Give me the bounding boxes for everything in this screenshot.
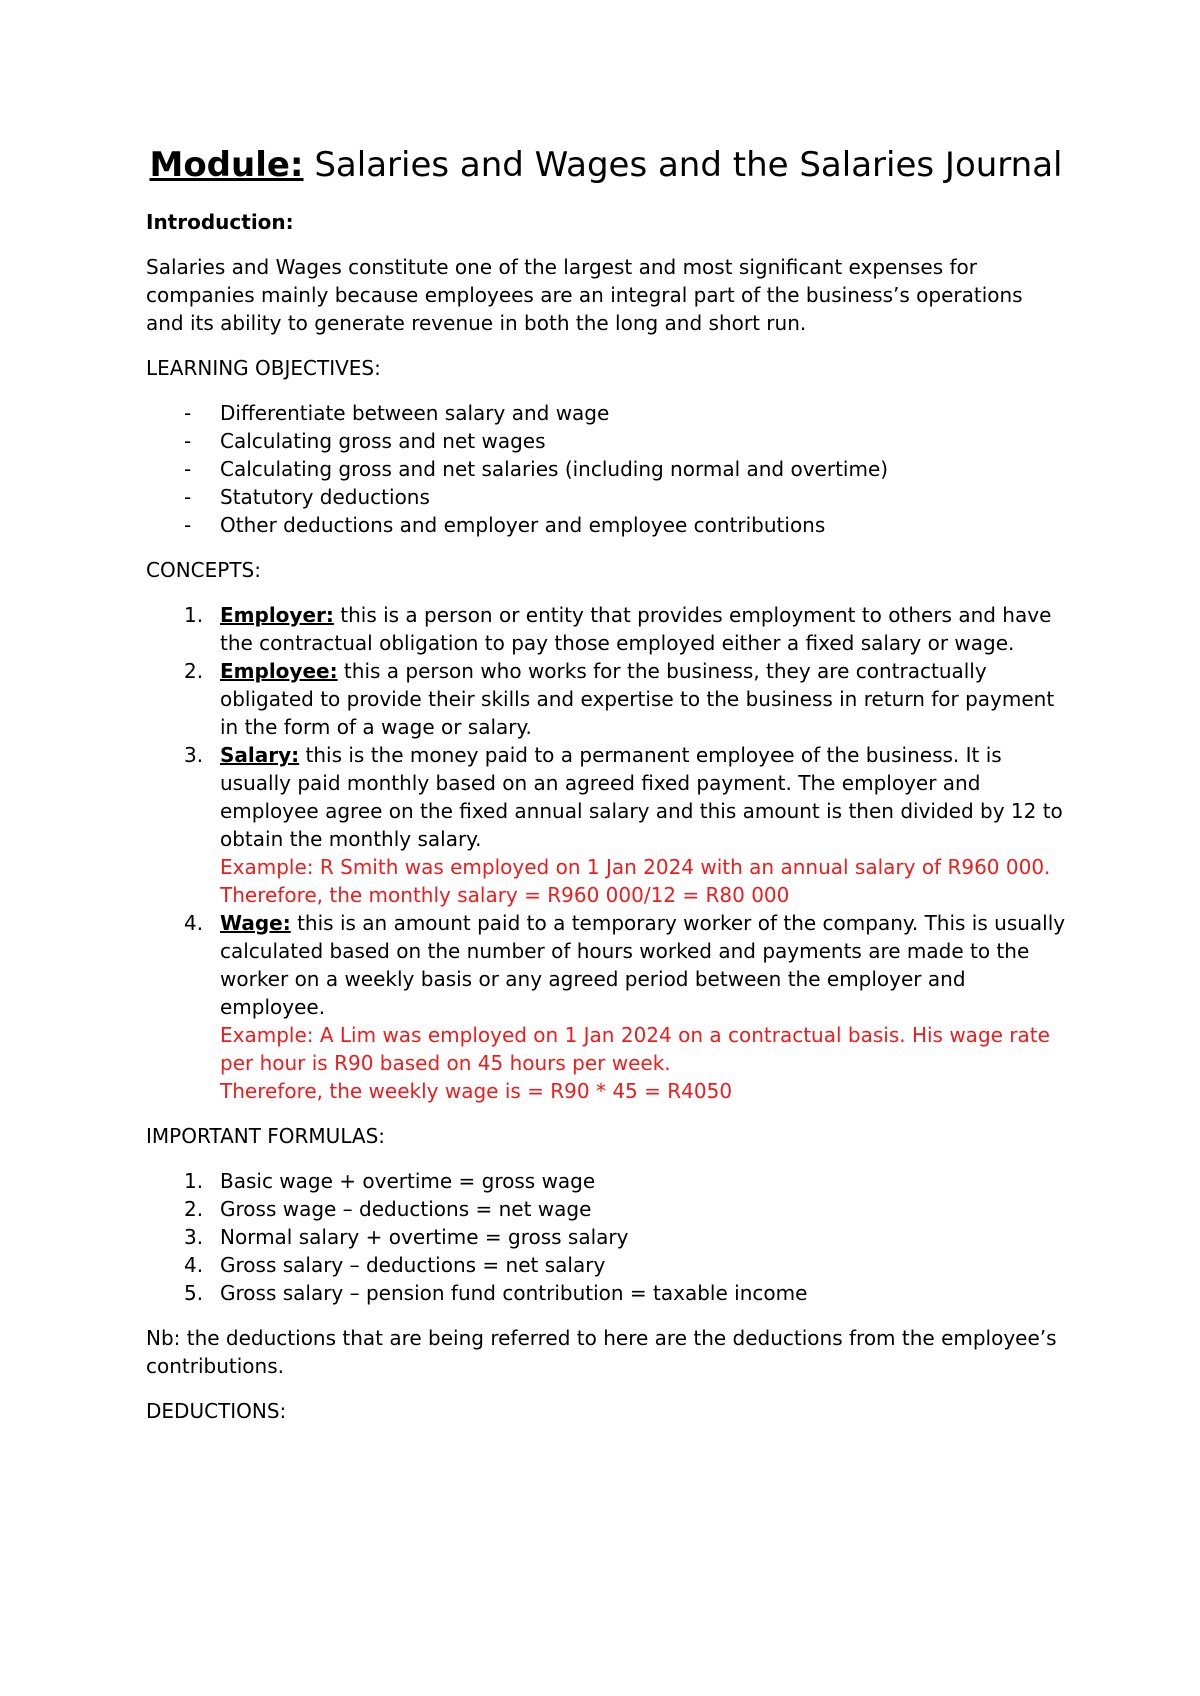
dash-bullet: - [184,457,192,481]
concept-term: Wage: [220,911,291,935]
concept-item-employer [146,601,1066,657]
objective-item [146,427,1066,455]
list-number: 4. [184,911,204,935]
formula-text: Gross salary – pension fund contribution = taxable income [220,1281,808,1305]
introduction-body: Salaries and Wages constitute one of the largest and most significant expenses for companies mainly because employees are an integral part of the business’s operations and its ability to generate revenue in both the long and short run. [146,255,1023,335]
dash-bullet: - [184,401,192,425]
formula-text: Gross wage – deductions = net wage [220,1197,592,1221]
dash-bullet: - [184,429,192,453]
formulas-heading: IMPORTANT FORMULAS: [146,1124,386,1148]
formula-item [146,1251,1066,1279]
concept-term: Employer: [220,603,334,627]
title-text: Salaries and Wages and the Salaries Journal [303,145,1063,185]
list-number: 3. [184,1225,204,1249]
wage-example: Example: A Lim was employed on 1 Jan 2024 on a contractual basis. His wage rate per hour is R90 based on 45 hours per week. [220,1023,1050,1075]
formulas-list [146,1167,1066,1307]
objective-text: Statutory deductions [220,485,430,509]
objective-text: Differentiate between salary and wage [220,401,610,425]
formula-text: Normal salary + overtime = gross salary [220,1225,629,1249]
list-number: 2. [184,1197,204,1221]
introduction-heading: Introduction: [146,210,294,234]
concept-definition: this is an amount paid to a temporary worker of the company. This is usually calculated based on the number of hours worked and payments are made to the worker on a weekly basis or any agreed period between the employer and employee. [220,911,1066,1019]
concept-definition: this a person who works for the business, they are contractually obligated to provide their skills and expertise to the business in return for payment in the form of a wage or salary. [220,659,1055,739]
concept-item-salary [146,741,1066,909]
objective-item [146,399,1066,427]
list-number: 4. [184,1253,204,1277]
salary-example: Example: R Smith was employed on 1 Jan 2024 with an annual salary of R960 000. Therefore, the monthly salary = R960 000/12 = R80 000 [220,855,1051,907]
objective-item [146,455,1066,483]
concept-definition: this is the money paid to a permanent employee of the business. It is usually paid monthly based on an agreed fixed payment. The employer and employee agree on the fixed annual salary and this amount is then divided by 12 to obtain the monthly salary. [220,743,1063,851]
objective-item [146,511,1066,539]
concepts-list [146,601,1066,1105]
title-label: Module: [149,145,304,185]
objective-text: Calculating gross and net wages [220,429,546,453]
concept-item-wage [146,909,1066,1105]
list-number: 1. [184,1169,204,1193]
page-title [146,142,1066,188]
wage-example-result: Therefore, the weekly wage is = R90 * 45 = R4050 [220,1079,733,1103]
list-number: 5. [184,1281,204,1305]
list-number: 1. [184,603,204,627]
dash-bullet: - [184,485,192,509]
note-paragraph: Nb: the deductions that are being referred to here are the deductions from the employee’s contributions. [146,1326,1057,1378]
concept-item-employee [146,657,1066,741]
document-content [146,142,1066,1425]
formula-item [146,1223,1066,1251]
dash-bullet: - [184,513,192,537]
list-number: 3. [184,743,204,767]
formula-item [146,1167,1066,1195]
deductions-heading: DEDUCTIONS: [146,1399,287,1423]
formula-text: Gross salary – deductions = net salary [220,1253,606,1277]
formula-item [146,1195,1066,1223]
concept-term: Employee: [220,659,338,683]
list-number: 2. [184,659,204,683]
concept-term: Salary: [220,743,300,767]
objectives-heading: LEARNING OBJECTIVES: [146,356,381,380]
objective-text: Calculating gross and net salaries (including normal and overtime) [220,457,889,481]
formula-item [146,1279,1066,1307]
objective-text: Other deductions and employer and employee contributions [220,513,826,537]
formula-text: Basic wage + overtime = gross wage [220,1169,596,1193]
concepts-heading: CONCEPTS: [146,558,261,582]
concept-definition: this is a person or entity that provides employment to others and have the contractual obligation to pay those employed either a fixed salary or wage. [220,603,1052,655]
objective-item [146,483,1066,511]
objectives-list [146,399,1066,539]
